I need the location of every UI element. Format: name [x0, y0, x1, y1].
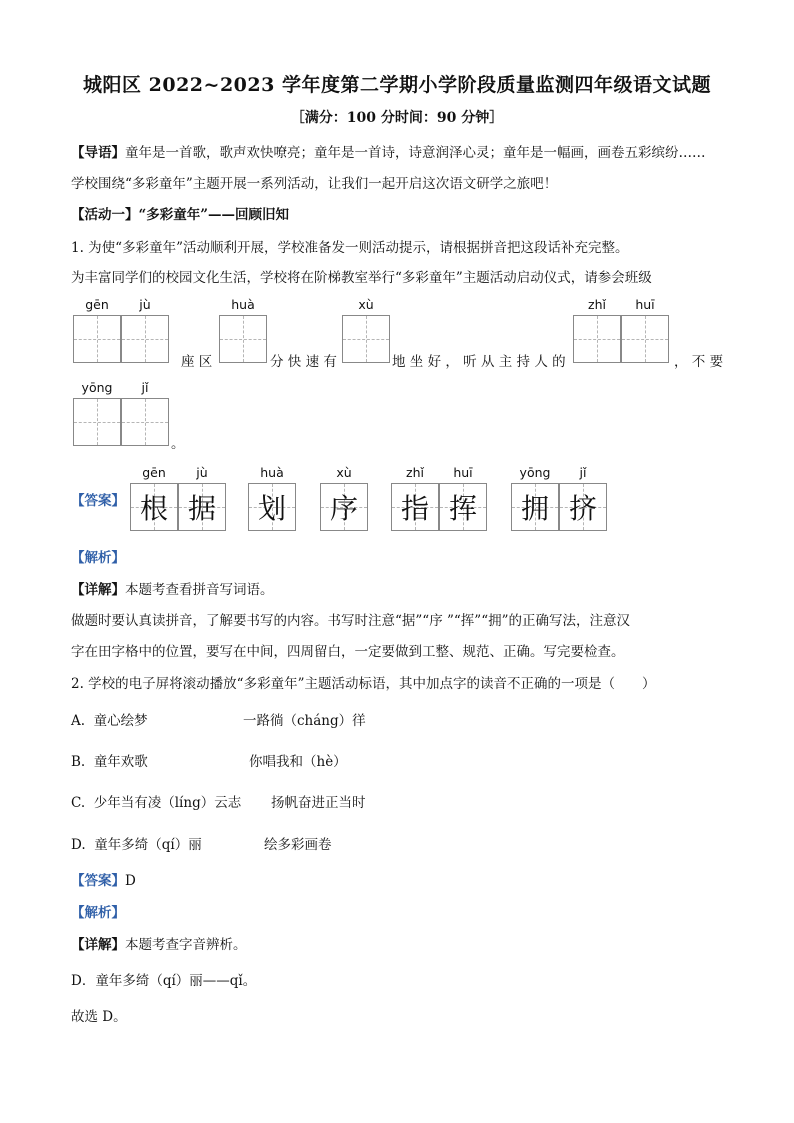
q2-detail-text: 本题考查字音辨析。	[125, 937, 247, 953]
score-time-info: ［满分：100 分时间：90 分钟］	[290, 110, 504, 126]
answer-pinyin-hui: huī	[453, 465, 473, 480]
text-segment-e: 。	[171, 436, 185, 452]
blank-grid-2[interactable]	[121, 315, 169, 363]
option-left: 童年多绮（qí）丽	[94, 837, 202, 853]
blank-grid-4[interactable]	[342, 315, 390, 363]
answer-char: 拥	[520, 492, 549, 525]
answer-char: 序	[329, 492, 358, 525]
q2-detail-tag: 【详解】	[71, 937, 125, 953]
q2-explain: D．童年多绮（qí）丽——qǐ。	[71, 973, 257, 989]
pinyin-ju: jù	[139, 297, 151, 312]
answer-pinyin-xu: xù	[336, 465, 352, 480]
text-segment-c: 地 坐 好 ， 听 从 主 持 人 的	[392, 354, 566, 370]
answer-pinyin-zhi: zhǐ	[406, 465, 424, 480]
answer-pinyin-ji: jǐ	[579, 465, 587, 480]
q1-sentence: 为丰富同学们的校园文化生活，学校将在阶梯教室举行“多彩童年”主题活动启动仪式，请参会班级	[71, 270, 652, 286]
blank-grid-1[interactable]	[73, 315, 121, 363]
q1-answer-tag: 【答案】	[71, 493, 125, 509]
answer-grid-8	[559, 483, 607, 531]
option-label: A.	[71, 713, 86, 729]
intro-line-1	[71, 141, 706, 161]
answer-pinyin-gen: gēn	[142, 465, 166, 480]
q2-option-d[interactable]	[71, 833, 202, 853]
q1-stem: 1. 为使“多彩童年”活动顺利开展，学校准备发一则活动提示，请根据拼音把这段话补充完整。	[71, 240, 629, 256]
pinyin-hui: huī	[635, 297, 655, 312]
answer-grid-5	[391, 483, 439, 531]
pinyin-hua: huà	[231, 297, 255, 312]
pinyin-ji: jǐ	[141, 380, 149, 395]
q1-analysis-tag: 【解析】	[71, 550, 125, 566]
q2-answer-line	[71, 869, 136, 889]
intro-tag: 【导语】	[71, 145, 125, 161]
answer-pinyin-yong: yōng	[519, 465, 551, 480]
q2-answer-tag: 【答案】	[71, 873, 125, 889]
answer-pinyin-hua: huà	[260, 465, 284, 480]
answer-grid-2	[178, 483, 226, 531]
answer-grid-3	[248, 483, 296, 531]
answer-char: 指	[400, 492, 429, 525]
q2-option-c-right: 扬帆奋进正当时	[271, 795, 366, 811]
page-title: 城阳区 2022~2023 学年度第二学期小学阶段质量监测四年级语文试题	[83, 74, 711, 96]
answer-grid-1	[130, 483, 178, 531]
blank-grid-7[interactable]	[73, 398, 121, 446]
q1-detail-tag: 【详解】	[71, 582, 125, 598]
q2-conclusion: 故选 D。	[71, 1009, 127, 1025]
q2-option-a-right: 一路徜（cháng）徉	[243, 713, 366, 729]
option-left: 少年当有凌（líng）云志	[93, 795, 242, 811]
text-segment-d: ， 不 要	[674, 354, 724, 370]
q2-option-d-right: 绘多彩画卷	[264, 837, 332, 853]
answer-char: 挥	[448, 492, 477, 525]
pinyin-yong: yōng	[81, 380, 113, 395]
answer-char: 据	[187, 492, 216, 525]
answer-grid-7	[511, 483, 559, 531]
q1-detail-text: 本题考查看拼音写词语。	[125, 582, 274, 598]
q1-explain-1: 做题时要认真读拼音，了解要书写的内容。书写时注意“据”“序 ”“挥”“拥”的正确写法，注意汉	[71, 613, 631, 629]
option-left: 童年欢歌	[93, 754, 148, 770]
option-label: C.	[71, 795, 86, 811]
blank-grid-8[interactable]	[121, 398, 169, 446]
option-label: D.	[71, 837, 86, 853]
q2-option-c[interactable]	[71, 791, 241, 811]
pinyin-xu: xù	[358, 297, 374, 312]
text-segment-b: 分 快 速 有	[270, 354, 337, 370]
pinyin-zhi: zhǐ	[588, 297, 606, 312]
answer-pinyin-ju: jù	[196, 465, 208, 480]
option-label: B.	[71, 754, 86, 770]
q2-analysis-tag: 【解析】	[71, 905, 125, 921]
blank-grid-3[interactable]	[219, 315, 267, 363]
option-left: 童心绘梦	[93, 713, 148, 729]
q1-detail-line	[71, 578, 274, 598]
q1-explain-2: 字在田字格中的位置，要写在中间，四周留白，一定要做到工整、规范、正确。写完要检查。	[71, 644, 625, 660]
answer-char: 划	[257, 492, 286, 525]
text-segment-a: 座 区	[181, 354, 213, 370]
q2-answer: D	[125, 873, 136, 889]
q2-stem: 2. 学校的电子屏将滚动播放“多彩童年”主题活动标语，其中加点字的读音不正确的一项是（ ）	[71, 676, 656, 692]
q2-option-b[interactable]	[71, 750, 148, 770]
q2-option-a[interactable]	[71, 709, 148, 729]
answer-grid-4	[320, 483, 368, 531]
pinyin-gen: gēn	[85, 297, 109, 312]
q2-detail-line	[71, 933, 247, 953]
answer-char: 根	[139, 492, 168, 525]
blank-grid-5[interactable]	[573, 315, 621, 363]
answer-char: 挤	[568, 492, 597, 525]
answer-grid-6	[439, 483, 487, 531]
q2-option-b-right: 你唱我和（hè）	[249, 754, 347, 770]
intro-text-1: 童年是一首歌，歌声欢快嘹亮；童年是一首诗，诗意润泽心灵；童年是一幅画，画卷五彩缤纷……	[125, 145, 706, 161]
activity-1-heading: 【活动一】“多彩童年”——回顾旧知	[71, 207, 290, 223]
blank-grid-6[interactable]	[621, 315, 669, 363]
intro-line-2: 学校围绕“多彩童年”主题开展一系列活动，让我们一起开启这次语文研学之旅吧！	[71, 176, 558, 192]
